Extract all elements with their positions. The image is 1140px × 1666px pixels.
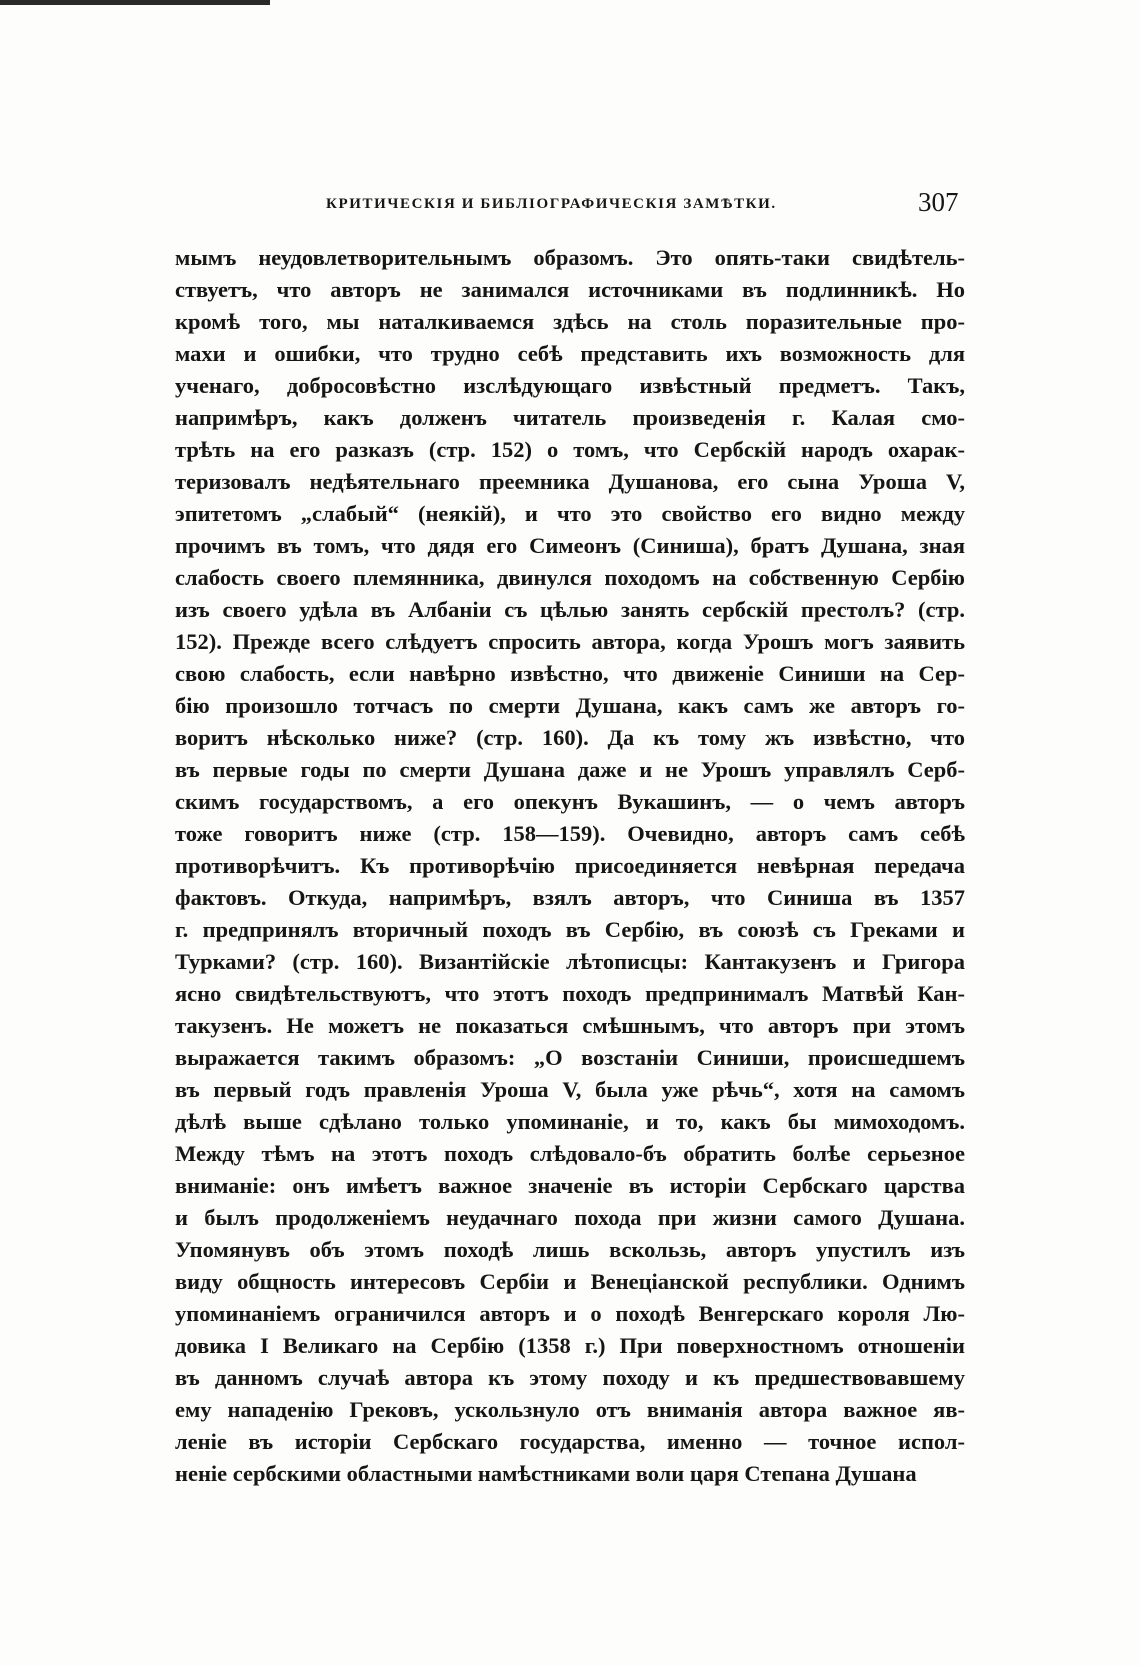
text-line: Упомянувъ объ этомъ походѣ лишь вскользь, авторъ упустилъ изъ <box>175 1237 965 1262</box>
body-text <box>175 242 965 1490</box>
text-line: 152). Прежде всего слѣдуетъ спросить автора, когда Урошъ могъ заявить <box>175 629 965 654</box>
page-number: 307 <box>918 187 959 217</box>
text-line: эпитетомъ „слабый“ (неякій), и что это свойство его видно между <box>175 501 965 526</box>
text-line: изъ своего удѣла въ Албаніи съ цѣлью занять сербскій престолъ? (стр. <box>175 597 965 622</box>
text-line: ученаго, добросовѣстно изслѣдующаго извѣстный предметъ. Такъ, <box>175 373 965 398</box>
text-line: мымъ неудовлетворительнымъ образомъ. Это опять-таки свидѣтель- <box>175 245 965 270</box>
text-line: бію произошло тотчасъ по смерти Душана, какъ самъ же авторъ го- <box>175 693 965 718</box>
text-line: въ первый годъ правленія Уроша V, была уже рѣчь“, хотя на самомъ <box>175 1077 965 1102</box>
text-line: дѣлѣ выше сдѣлано только упоминаніе, и то, какъ бы мимоходомъ. <box>175 1109 965 1134</box>
text-line: упоминаніемъ ограничился авторъ и о походѣ Венгерскаго короля Лю- <box>175 1301 965 1326</box>
text-line: фактовъ. Откуда, напримѣръ, взялъ авторъ, что Синиша въ 1357 <box>175 885 965 910</box>
top-rule <box>0 0 270 5</box>
text-line: и былъ продолженіемъ неудачнаго похода при жизни самого Душана. <box>175 1205 965 1230</box>
text-line: ствуетъ, что авторъ не занимался источниками въ подлинникѣ. Но <box>175 277 965 302</box>
text-line: выражается такимъ образомъ: „О возстаніи Синиши, происшедшемъ <box>175 1045 965 1070</box>
text-line: г. предпринялъ вторичный походъ въ Сербію, въ союзѣ съ Греками и <box>175 917 965 942</box>
text-line: кромѣ того, мы наталкиваемся здѣсь на столь поразительные про- <box>175 309 965 334</box>
text-line: леніе въ исторіи Сербскаго государства, именно — точное испол- <box>175 1429 965 1454</box>
running-head: КРИТИЧЕСКІЯ И БИБЛІОГРАФИЧЕСКІЯ ЗАМѢТКИ. <box>326 196 777 212</box>
text-line: ему нападенію Грековъ, ускользнуло отъ вниманія автора важное яв- <box>175 1397 965 1422</box>
text-line: напримѣръ, какъ долженъ читатель произведенія г. Калая смо- <box>175 405 965 430</box>
text-line: скимъ государствомъ, а его опекунъ Вукашинъ, — о чемъ авторъ <box>175 789 965 814</box>
text-line: прочимъ въ томъ, что дядя его Симеонъ (Синиша), братъ Душана, зная <box>175 533 965 558</box>
text-line: вниманіе: онъ имѣетъ важное значеніе въ исторіи Сербскаго царства <box>175 1173 965 1198</box>
text-line: слабость своего племянника, двинулся походомъ на собственную Сербію <box>175 565 965 590</box>
text-line: махи и ошибки, что трудно себѣ представить ихъ возможность для <box>175 341 965 366</box>
text-line: виду общность интересовъ Сербіи и Венеціанской республики. Однимъ <box>175 1269 965 1294</box>
text-line: такузенъ. Не можетъ не показаться смѣшнымъ, что авторъ при этомъ <box>175 1013 965 1038</box>
text-line: теризовалъ недѣятельнаго преемника Душанова, его сына Уроша V, <box>175 469 965 494</box>
text-line: довика I Великаго на Сербію (1358 г.) При поверхностномъ отношеніи <box>175 1333 965 1358</box>
text-line: свою слабость, если навѣрно извѣстно, что движеніе Синиши на Сер- <box>175 661 965 686</box>
text-line: неніе сербскими областными намѣстниками воли царя Степана Душана <box>175 1461 917 1486</box>
text-line: трѣть на его разказъ (стр. 152) о томъ, что Сербскій народъ охарак- <box>175 437 965 462</box>
text-line: Между тѣмъ на этотъ походъ слѣдовало-бъ обратить болѣе серьезное <box>175 1141 965 1166</box>
text-line: въ первые годы по смерти Душана даже и не Урошъ управлялъ Серб- <box>175 757 965 782</box>
text-line: противорѣчитъ. Къ противорѣчію присоединяется невѣрная передача <box>175 853 965 878</box>
text-line: ясно свидѣтельствуютъ, что этотъ походъ предпринималъ Матвѣй Кан- <box>175 981 965 1006</box>
text-line: воритъ нѣсколько ниже? (стр. 160). Да къ тому жъ извѣстно, что <box>175 725 965 750</box>
text-line: Турками? (стр. 160). Византійскіе лѣтописцы: Кантакузенъ и Григора <box>175 949 965 974</box>
text-line: тоже говоритъ ниже (стр. 158—159). Очевидно, авторъ самъ себѣ <box>175 821 965 846</box>
text-line: въ данномъ случаѣ автора къ этому походу и къ предшествовавшему <box>175 1365 965 1390</box>
